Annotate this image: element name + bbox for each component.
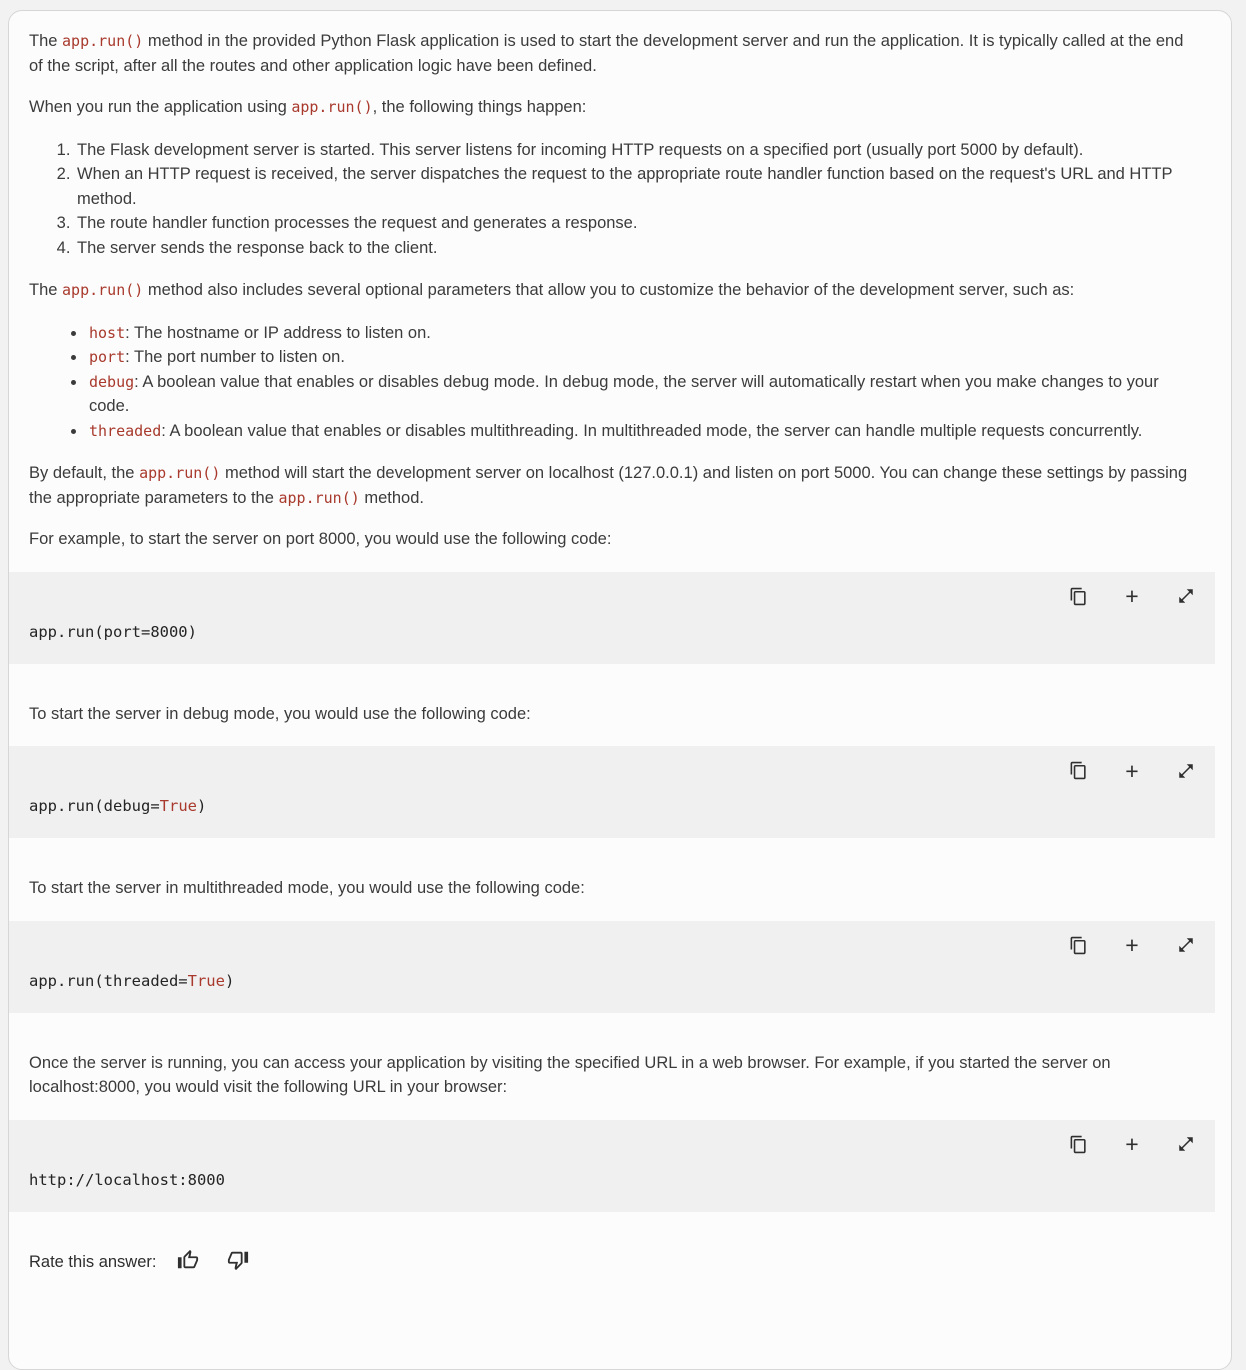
add-button[interactable] — [1121, 585, 1143, 607]
code-block-threaded — [9, 921, 1215, 1013]
paragraph-example-port — [29, 527, 1195, 552]
expand-icon — [1177, 1135, 1195, 1153]
code-block-debug — [9, 746, 1215, 838]
thumbs-up-button[interactable] — [176, 1250, 200, 1274]
text-segment: The — [29, 281, 63, 299]
text-segment: , the following things happen: — [372, 98, 587, 116]
code-toolbar — [29, 758, 1197, 783]
copy-button[interactable] — [1067, 1133, 1089, 1155]
text-segment: method in the provided Python Flask application is used to start the development server and run the application. It is typically called at the end of the script, after all the routes and other application logic have been defined. — [29, 32, 1184, 75]
text-segment: app.run(debug= — [29, 797, 160, 815]
text-segment: http://localhost:8000 — [29, 1170, 225, 1189]
text-segment: When you run the application using — [29, 98, 292, 116]
paragraph-example-debug — [29, 702, 1195, 727]
thumbs-up-icon — [177, 1249, 199, 1274]
code-block-port — [9, 572, 1215, 664]
paragraph-defaults — [29, 461, 1195, 510]
list-item — [87, 345, 1195, 370]
numbered-list — [29, 138, 1195, 261]
text-segment: Once the server is running, you can access your application by visiting the specified URL in a web browser. For example, if you started the server on localhost:8000, you would visit the following URL in your browser: — [29, 1053, 1111, 1096]
plus-icon: + — [1125, 932, 1139, 958]
text-segment: The route handler function processes the request and generates a response. — [77, 214, 638, 232]
copy-button[interactable] — [1067, 585, 1089, 607]
code-text — [29, 622, 1197, 642]
expand-button[interactable] — [1175, 934, 1197, 956]
copy-button[interactable] — [1067, 934, 1089, 956]
code-text — [29, 796, 1197, 816]
thumbs-down-icon — [227, 1249, 249, 1274]
text-segment: app.run(port=8000) — [29, 622, 197, 641]
inline-code: debug — [89, 372, 135, 391]
text-segment: The — [29, 32, 63, 50]
copy-icon — [1069, 761, 1088, 780]
rate-label: Rate this answer: — [29, 1252, 157, 1271]
paragraph-example-threaded — [29, 876, 1195, 901]
text-segment: app.run(threaded= — [29, 971, 188, 990]
inline-code: app.run() — [139, 464, 221, 482]
text-segment: To start the server in debug mode, you would use the following code: — [29, 704, 531, 723]
inline-code: app.run() — [62, 281, 144, 299]
add-button[interactable] — [1121, 757, 1143, 784]
code-toolbar — [29, 933, 1197, 958]
add-button[interactable] — [1121, 934, 1143, 956]
copy-button[interactable] — [1067, 760, 1089, 782]
plus-icon: + — [1125, 757, 1139, 784]
text-segment: To start the server in multithreaded mode, you would use the following code: — [29, 879, 585, 897]
code-text — [29, 971, 1197, 991]
paragraph-optional-params — [29, 278, 1195, 303]
text-segment: : The port number to listen on. — [125, 348, 345, 366]
text-segment: method. — [359, 488, 424, 507]
text-segment: : The hostname or IP address to listen on. — [125, 323, 431, 342]
paragraph-intro — [29, 29, 1195, 78]
expand-icon — [1177, 587, 1195, 605]
text-segment: : A boolean value that enables or disables multithreading. In multithreaded mode, the server can handle multiple requests concurrently. — [161, 421, 1143, 440]
thumbs-down-button[interactable] — [226, 1250, 250, 1274]
list-item — [75, 138, 1195, 163]
text-segment: ) — [196, 797, 207, 815]
text-segment: For example, to start the server on port 8000, you would use the following code: — [29, 530, 612, 548]
paragraph-when-run — [29, 95, 1195, 120]
list-item — [87, 419, 1195, 444]
answer-scroll-area[interactable] — [9, 11, 1231, 1369]
code-toolbar — [29, 1132, 1197, 1157]
text-segment: When an HTTP request is received, the server dispatches the request to the appropriate route handler function based on the request's URL and HTTP method. — [77, 165, 1173, 208]
inline-code: True — [187, 971, 225, 990]
bullet-list — [29, 321, 1195, 444]
add-button[interactable] — [1121, 1133, 1143, 1155]
text-segment: : A boolean value that enables or disables debug mode. In debug mode, the server will automatically restart when you make changes to your code. — [89, 372, 1159, 415]
text-segment: method also includes several optional parameters that allow you to customize the behavior of the development server, such as: — [143, 281, 1075, 299]
list-item — [87, 321, 1195, 346]
answer-content — [9, 29, 1215, 1274]
copy-icon — [1069, 1135, 1088, 1154]
copy-icon — [1069, 936, 1088, 955]
inline-code: app.run() — [278, 488, 360, 507]
text-segment: By default, the — [29, 464, 140, 482]
code-text — [29, 1170, 1197, 1190]
code-block-url — [9, 1120, 1215, 1212]
text-segment: ) — [224, 971, 235, 990]
inline-code: host — [89, 323, 126, 342]
list-item — [87, 370, 1195, 419]
code-toolbar — [29, 584, 1197, 609]
list-item — [75, 236, 1195, 261]
list-item — [75, 162, 1195, 211]
inline-code: port — [89, 348, 126, 366]
expand-button[interactable] — [1175, 1133, 1197, 1155]
expand-button[interactable] — [1175, 760, 1197, 782]
paragraph-access-url — [29, 1051, 1195, 1100]
inline-code: True — [159, 797, 197, 815]
expand-icon — [1177, 762, 1195, 780]
expand-button[interactable] — [1175, 585, 1197, 607]
copy-icon — [1069, 587, 1088, 606]
text-segment: The server sends the response back to the client. — [77, 238, 438, 257]
inline-code: app.run() — [291, 98, 373, 116]
text-segment: The Flask development server is started. This server listens for incoming HTTP requests on a specified port (usually port 5000 by default). — [77, 140, 1084, 159]
inline-code: app.run() — [62, 32, 144, 50]
inline-code: threaded — [89, 421, 162, 440]
plus-icon: + — [1125, 583, 1139, 609]
answer-card — [8, 10, 1232, 1370]
rate-row — [29, 1250, 1195, 1275]
expand-icon — [1177, 936, 1195, 954]
list-item — [75, 211, 1195, 236]
text-segment: method will start the development server on localhost (127.0.0.1) and listen on port 5000. You can change these settings by passing the appropriate parameters to the — [29, 464, 1188, 507]
plus-icon: + — [1125, 1131, 1139, 1157]
